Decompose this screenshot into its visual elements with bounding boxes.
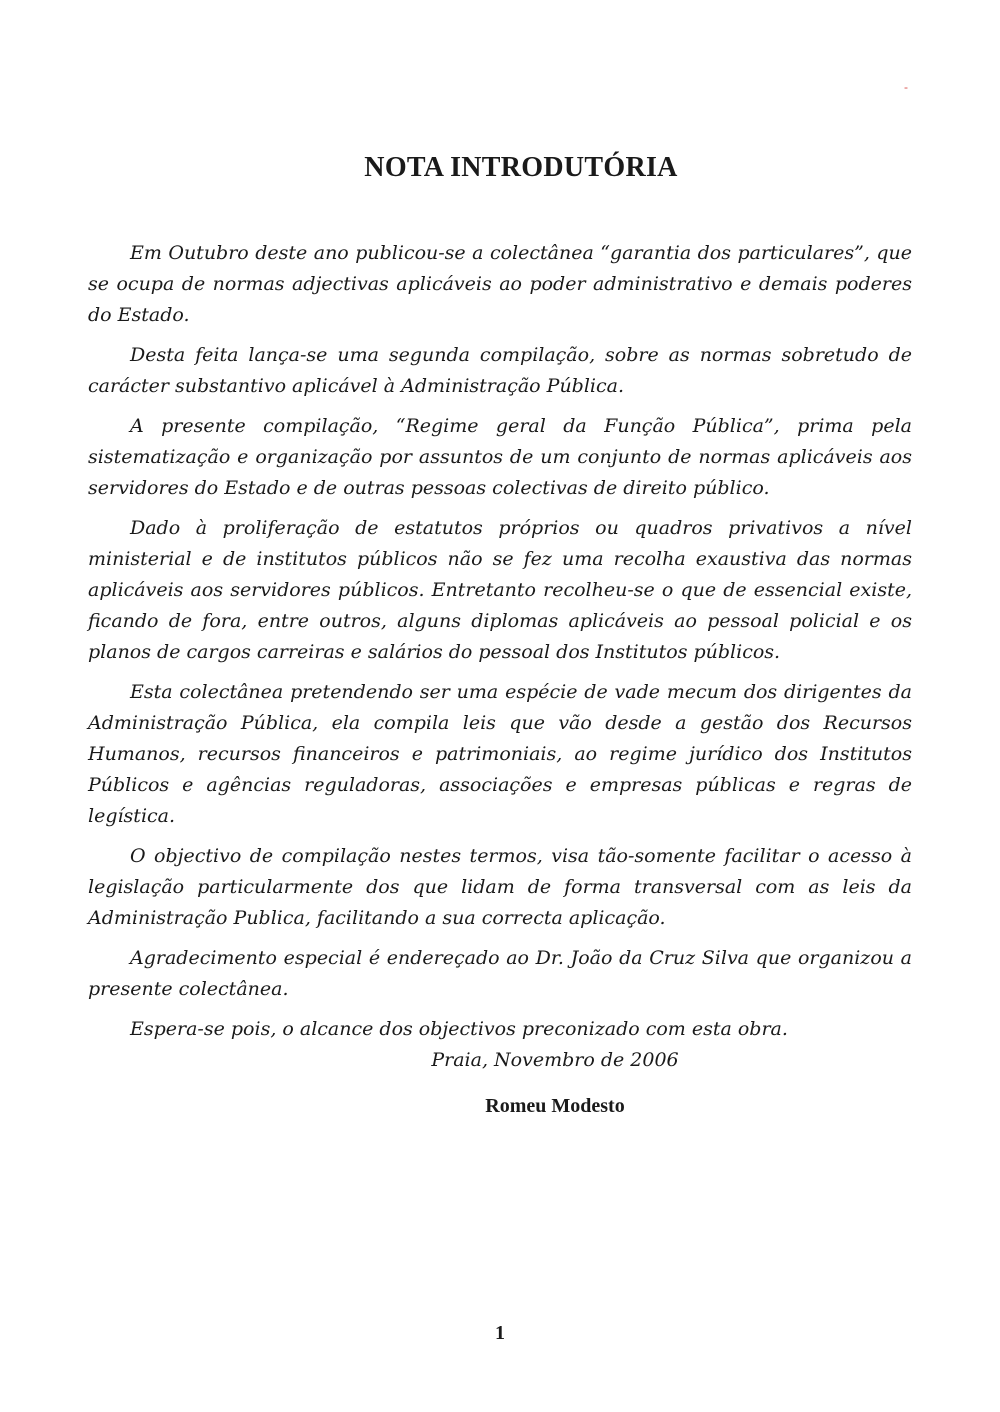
paragraph-3: A presente compilação, “Regime geral da Função Pública”, prima pela sistematização e organização por assuntos de um conjunto de normas aplicáveis aos servidores do Estado e de outras pessoas colectivas de direito público. [88, 415, 912, 499]
paragraph-5: Esta colectânea pretendendo ser uma espécie de vade mecum dos dirigentes da Administração Pública, ela compila leis que vão desde a gestão dos Recursos Humanos, recursos financeiros e patrimoniais, ao regime jurídico dos Institutos Públicos e agências reguladoras, associações e empresas públicas e regras de legística. [88, 681, 912, 827]
paragraph-6: O objectivo de compilação nestes termos, visa tão-somente facilitar o acesso à legislação particularmente dos que lidam de forma transversal com as leis da Administração Publica, facilitando a sua correcta aplicação. [88, 845, 912, 929]
body-text [88, 238, 912, 1054]
paragraph-1: Em Outubro deste ano publicou-se a colectânea “garantia dos particulares”, que se ocupa de normas adjectivas aplicáveis ao poder administrativo e demais poderes do Estado. [88, 242, 912, 326]
paragraph-4: Dado à proliferação de estatutos próprios ou quadros privativos a nível ministerial e de institutos públicos não se fez uma recolha exaustiva das normas aplicáveis aos servidores públicos. Entretanto recolheu-se o que de essencial existe, ficando de fora, entre outros, alguns diplomas aplicáveis ao pessoal policial e os planos de cargos carreiras e salários do pessoal dos Institutos públicos. [88, 517, 912, 663]
page-number: 1 [495, 1322, 505, 1344]
signature-name: Romeu Modesto [485, 1095, 625, 1117]
paragraph-8: Espera-se pois, o alcance dos objectivos preconizado com esta obra. [130, 1018, 788, 1040]
paragraph-7: Agradecimento especial é endereçado ao Dr. João da Cruz Silva que organizou a presente colectânea. [88, 947, 912, 1000]
paragraph-2: Desta feita lança-se uma segunda compilação, sobre as normas sobretudo de carácter substantivo aplicável à Administração Pública. [88, 344, 912, 397]
place-date: Praia, Novembro de 2006 [431, 1049, 679, 1071]
page-title: NOTA INTRODUTÓRIA [364, 152, 678, 183]
corner-mark: - [904, 80, 908, 94]
